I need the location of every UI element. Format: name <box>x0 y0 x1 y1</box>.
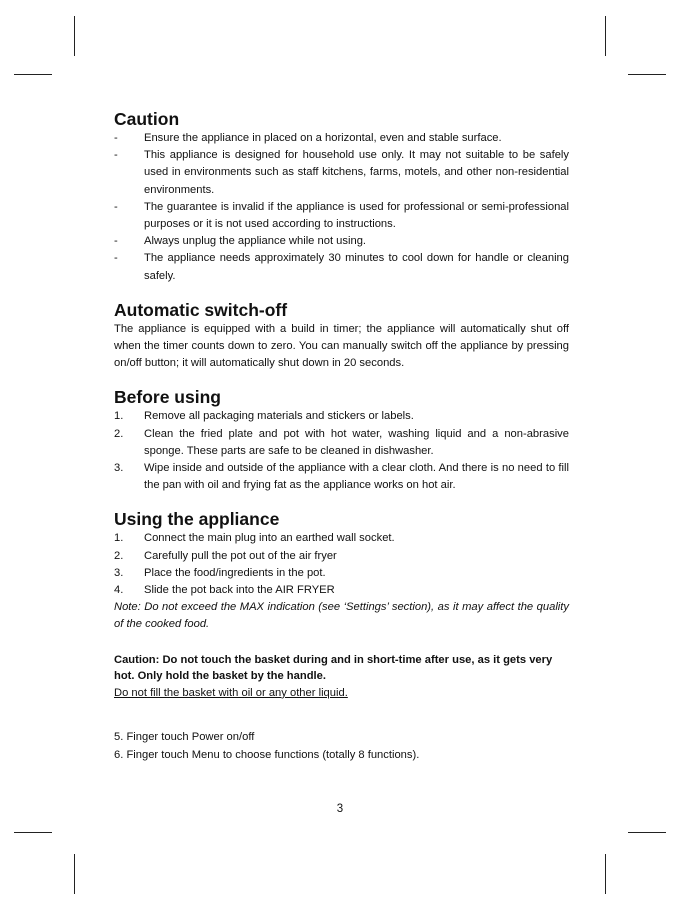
extra-steps <box>114 728 569 765</box>
list-item: 1. Connect the main plug into an earthed wall socket. <box>114 532 395 545</box>
crop-mark <box>14 832 52 833</box>
caution-list <box>114 130 569 285</box>
before-using-heading: Before using <box>114 387 221 408</box>
note-text: Note: Do not exceed the MAX indication (see ‘Settings’ section), as it may affect the quality of the cooked food. <box>114 601 569 631</box>
list-item: 3. Wipe inside and outside of the appliance with a clear cloth. And there is no need to fill the pan with oil and frying fat as the appliance works on hot air. <box>114 462 569 492</box>
warning-text: Caution: Do not touch the basket during and in short-time after use, as it gets very hot. Only hold the basket by the handle. <box>114 653 553 683</box>
list-item: - This appliance is designed for household use only. It may not suitable to be safely used in environments such as staff kitchens, farms, motels, and other non-residential environments. <box>114 149 569 196</box>
list-item: 3. Place the food/ingredients in the pot. <box>114 566 326 579</box>
manual-page <box>114 108 569 779</box>
crop-mark <box>605 16 606 56</box>
using-section <box>114 508 569 764</box>
list-item: 2. Carefully pull the pot out of the air fryer <box>114 549 337 562</box>
list-item: 1. Remove all packaging materials and stickers or labels. <box>114 410 414 423</box>
using-heading: Using the appliance <box>114 509 280 530</box>
list-item: - The appliance needs approximately 30 minutes to cool down for handle or cleaning safely. <box>114 252 569 282</box>
crop-mark <box>74 16 75 56</box>
step-text: 5. Finger touch Power on/off <box>114 730 255 743</box>
crop-mark <box>74 854 75 894</box>
switch-off-heading: Automatic switch-off <box>114 299 288 320</box>
underline-text: Do not fill the basket with oil or any other liquid. <box>114 686 348 699</box>
list-item: - The guarantee is invalid if the appliance is used for professional or semi-professional purposes or it is not used according to instructions. <box>114 200 569 231</box>
crop-mark <box>14 74 52 75</box>
caution-section <box>114 108 569 285</box>
before-using-list <box>114 408 569 494</box>
list-item: 4. Slide the pot back into the AIR FRYER <box>114 584 335 597</box>
list-item: 2. Clean the fried plate and pot with hot water, washing liquid and a non-abrasive sponge. These parts are safe to be cleaned in dishwasher. <box>114 427 569 457</box>
crop-mark <box>605 854 606 894</box>
list-item: - Ensure the appliance in placed on a horizontal, even and stable surface. <box>114 132 502 144</box>
crop-mark <box>628 74 666 75</box>
step-text: 6. Finger touch Menu to choose functions (totally 8 functions). <box>114 749 420 762</box>
list-item: - Always unplug the appliance while not using. <box>114 235 367 248</box>
page-number: 3 <box>336 803 344 815</box>
switch-off-text: The appliance is equipped with a build in timer; the appliance will automatically shut off when the timer counts down to zero. You can manually switch off the appliance by pressing on/off button; it will automatically shut down in 20 seconds. <box>114 322 569 370</box>
switch-off-section <box>114 299 569 373</box>
caution-heading: Caution <box>114 109 180 129</box>
before-using-section <box>114 386 569 494</box>
crop-mark <box>628 832 666 833</box>
using-list <box>114 530 569 599</box>
